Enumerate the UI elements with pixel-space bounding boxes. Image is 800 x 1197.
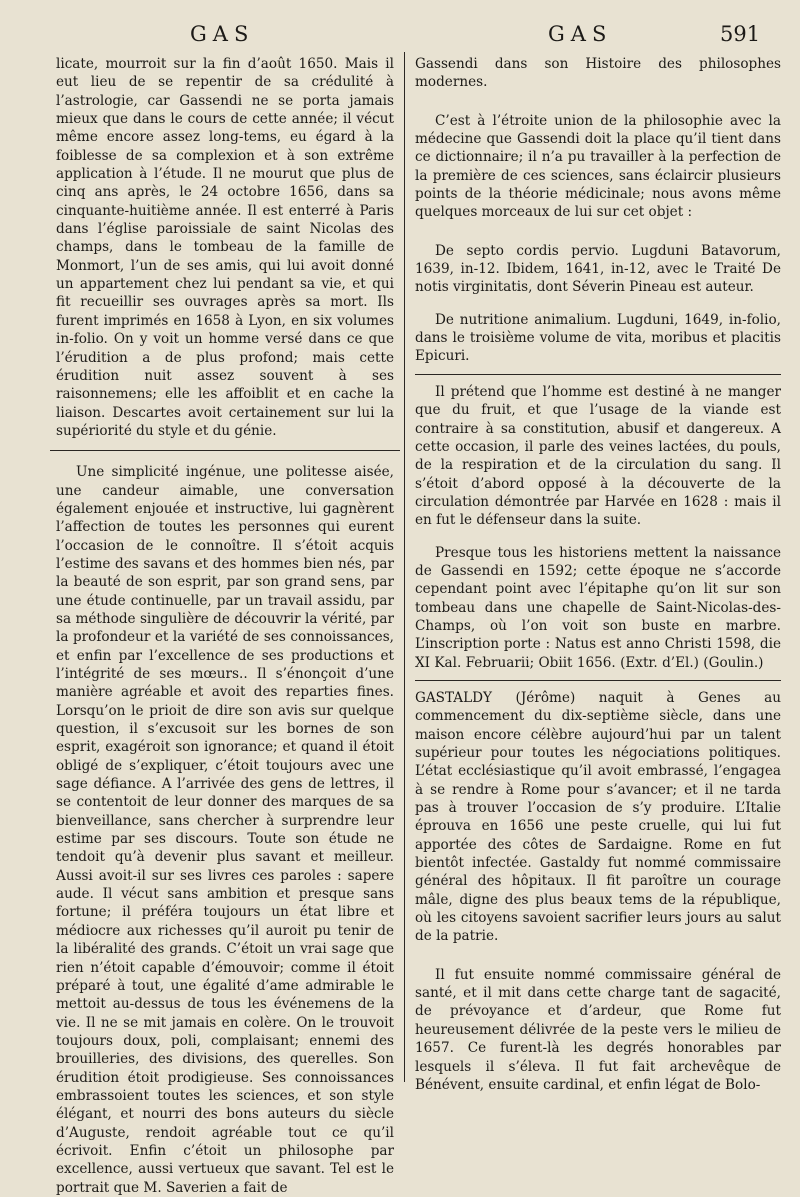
paragraph-source: Gassendi dans son Histoire des philosophes modernes.: [415, 56, 781, 91]
paragraph-rule: [50, 450, 400, 451]
paragraph-continuation: licate, mourroit sur la fin d’août 1650. Mais il eut lieu de se repentir de sa crédulité à l’astrologie, car Gassendi ne se porta jamais mieux que dans le cours de cette année; il vécut même encore assez long-tems, eu égard à la foiblesse de sa complexion et à son extrême application à l’étude. Il ne mourut que plus de cinq ans après, le 24 octobre 1656, dans sa cinquante-huitième année. Il est enterré à Paris dans l’église paroissiale de saint Nicolas des champs, dans le tombeau de la famille de Monmort, l’un de ses amis, qui lui avoit donné un appartement chez lui pendant sa vie, et qui fit recueillir ses ouvrages après sa mort. Ils furent imprimés en 1658 à Lyon, en six volumes in-folio. On y voit un homme versé dans ce que l’érudition a de plus profond; mais cette érudition nuit assez souvent à ses raisonnemens; elle les affoiblit et en cache la liaison. Descartes avoit certainement sur lui la supériorité du style et du génie.: [56, 56, 394, 439]
paragraph-gastaldy-career: Il fut ensuite nommé commissaire général de santé, et il mit dans cette charge tant de sagacité, de prévoyance et d’ardeur, que Rome fut heureusement délivrée de la peste vers le milieu de 1657. Ce furent-là les degrés honorables par lesquels il s’éleva. Il fut fait archevêque de Bénévent, ensuite cardinal, et enfin légat de Bolo-: [415, 966, 781, 1093]
paragraph-diet: Il prétend que l’homme est destiné à ne manger que du fruit, et que l’usage de la viande est contraire à sa constitution, abusif et dangereux. A cette occasion, il parle des veines lactées, du pouls, de la respiration et de la circulation du sang. Il s’étoit d’abord opposé à la découverte de la circulation démontrée par Harvée en 1628 : mais il en fut le défenseur dans la suite.: [415, 383, 781, 529]
left-column: [56, 55, 394, 1197]
paragraph-medicine: C’est à l’étroite union de la philosophie avec la médecine que Gassendi doit la place qu’il tient dans ce dictionnaire; il n’a pu travailler à la perfection de la première de ces sciences, sans éclaircir plusieurs points de la théorie médicinale; nous avons même quelques morceaux de lui sur cet objet :: [415, 112, 781, 221]
entry-gastaldy: GASTALDY (Jérôme) naquit à Genes au commencement du dix-septième siècle, dans une maison encore célèbre aujourd’hui par un talent supérieur pour toutes les négociations politiques. L’état ecclésiastique qu’il avoit embrassé, l’engagea à se rendre à Rome pour s’avancer; et il ne tarda pas à trouver l’occasion de s’y produire. L’Italie éprouva en 1656 une peste cruelle, qui lui fut apportée des côtes de Sardaigne. Rome en fut bientôt infectée. Gastaldy fut nommé commissaire général des hôpitaux. Il fit paroître un courage mâle, digne des plus beaux tems de la république, où les citoyens savoient sacrifier leurs jours au salut de la patrie.: [415, 689, 781, 945]
paragraph-birth-date: Presque tous les historiens mettent la naissance de Gassendi en 1592; cette époque ne s’accorde cependant point avec l’épitaphe qu’on lit sur son tombeau dans une chapelle de Saint-Nicolas-des-Champs, où l’on voit son buste en marbre. L’inscription porte : Natus est anno Christi 1598, die XI Kal. Februarii; Obiit 1656. (Extr. d’El.) (Goulin.): [415, 544, 781, 671]
bibliography-entry-nutritione: De nutritione animalium. Lugduni, 1649, in-folio, dans le troisième volume de vita, moribus et placitis Epicuri.: [415, 311, 781, 365]
paragraph-rule: [415, 374, 781, 375]
page-number: 591: [720, 22, 761, 46]
running-head-right: GAS: [548, 22, 613, 46]
paragraph-portrait: Une simplicité ingénue, une politesse aisée, une candeur aimable, une conversation également enjouée et instructive, lui gagnèrent l’affection de toutes les personnes qui eurent l’occasion de le connoître. Il s’étoit acquis l’estime des savans et des hommes bien nés, par la beauté de son esprit, par son grand sens, par une étude continuelle, par un travail assidu, par sa méthode singulière de découvrir la vérité, par la profondeur et la variété de ses connoissances, et enfin par l’excellence de ses productions et l’intégrité de ses mœurs.. Il s’énonçoit d’une manière agréable et avoit des reparties fines. Lorsqu’on le prioit de dire son avis sur quelque question, il s’excusoit sur les bornes de son esprit, exagéroit son ignorance; et quand il étoit obligé de s’expliquer, c’étoit toujours avec une sage défiance. A l’arrivée des gens de lettres, il se contentoit de leur donner des marques de sa bienveillance, sans chercher à surprendre leur estime par ses discours. Toute son étude ne tendoit qu’à devenir plus savant et meilleur. Aussi avoit-il sur ses livres ces paroles : sapere aude. Il vécut sans ambition et presque sans fortune; il préféra toujours un état libre et médiocre aux richesses qu’il auroit pu tenir de la libéralité des grands. C’étoit un vrai sage que rien n’étoit capable d’émouvoir; comme il étoit préparé à tout, une égalité d’ame admirable le mettoit au-dessus de tous les événemens de la vie. Il ne se mit jamais en colère. On le trouvoit toujours doux, poli, complaisant; ennemi des brouilleries, des divisions, des querelles. Son érudition étoit prodigieuse. Ses connoissances embrassoient toutes les sciences, et son style élégant, et nourri des bons auteurs du siècle d’Auguste, rendoit agréable tout ce qu’il écrivoit. Enfin c’étoit un philosophe par excellence, aussi vertueux que savant. Tel est le portrait que M. Saverien a fait de: [56, 464, 394, 1196]
running-head: [0, 22, 800, 52]
bibliography-entry-septo: De septo cordis pervio. Lugduni Batavorum, 1639, in-12. Ibidem, 1641, in-12, avec le Traité De notis virginitatis, dont Séverin Pineau est auteur.: [415, 242, 781, 296]
running-head-left: GAS: [190, 22, 255, 46]
entry-rule: [415, 680, 781, 681]
right-column: [415, 55, 781, 1094]
column-divider: [404, 52, 405, 1082]
